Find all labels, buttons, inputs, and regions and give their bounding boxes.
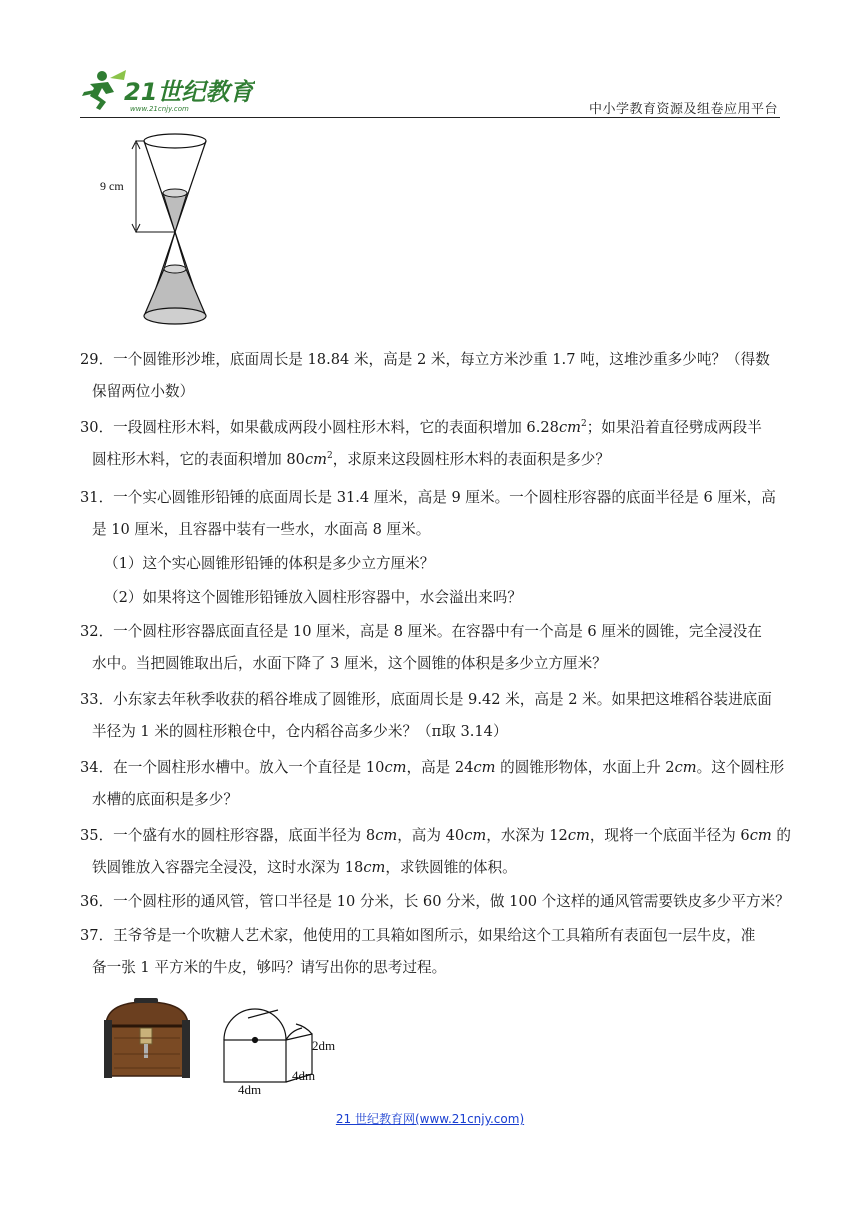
header-divider: [80, 117, 780, 118]
question-33: [80, 684, 780, 748]
brand-logo: [80, 66, 255, 114]
question-32: [80, 616, 780, 680]
question-31-part-1: （1）这个实心圆锥形铅锤的体积是多少立方厘米？: [104, 555, 435, 572]
logo-url: www.21cnjy.com: [130, 105, 189, 113]
box-height-label: 2dm: [312, 1038, 336, 1053]
height-label: 9 cm: [100, 179, 124, 193]
question-36-line-1: 36．一个圆柱形的通风管，管口半径是 10 分米，长 60 分米，做 100 个这样的通风管需要铁皮多少平方米？: [80, 893, 790, 910]
question-35: [80, 820, 791, 884]
double-cone-figure: [94, 128, 224, 336]
box-depth-label: 4dm: [292, 1068, 316, 1083]
question-29-line-1: 29．一个圆锥形沙堆，底面周长是 18.84 米，高是 2 米，每立方米沙重 1.7 吨，这堆沙重多少吨？（得数: [80, 351, 770, 368]
question-30-line-1: 30．一段圆柱形木料，如果截成两段小圆柱形木料，它的表面积增加 $6.28cm^2$；如果沿着直径劈成两段半: [80, 419, 762, 436]
logo-text: 21世纪教育: [124, 78, 254, 106]
question-33-line-2: 半径为 1 米的圆柱形粮仓中，仓内稻谷高多少米？（π取 3.14）: [92, 723, 508, 740]
question-37-line-1: 37．王爷爷是一个吹糖人艺术家，他使用的工具箱如图所示，如果给这个工具箱所有表面包一层牛皮，准: [80, 927, 756, 944]
page-header: [80, 66, 780, 118]
question-34-line-1: 34．在一个圆柱形水槽中。放入一个直径是 10cm，高是 24cm 的圆锥形物体，水面上升 2cm。这个圆柱形: [80, 759, 785, 776]
toolbox-figure: [100, 998, 360, 1094]
question-34: [80, 752, 785, 816]
question-29: [80, 344, 780, 408]
question-34-line-2: 水槽的底面积是多少？: [92, 791, 238, 808]
question-35-line-2: 铁圆锥放入容器完全浸没，这时水深为 18cm，求铁圆锥的体积。: [92, 859, 517, 876]
box-width-label: 4dm: [238, 1082, 262, 1094]
question-31-part-2: （2）如果将这个圆锥形铅锤放入圆柱形容器中，水会溢出来吗？: [104, 589, 522, 606]
question-37-line-2: 备一张 1 平方米的牛皮，够吗？请写出你的思考过程。: [92, 959, 447, 976]
question-31-line-1: 31．一个实心圆锥形铅锤的底面周长是 31.4 厘米，高是 9 厘米。一个圆柱形容器的底面半径是 6 厘米，高: [80, 489, 776, 506]
question-32-line-1: 32．一个圆柱形容器底面直径是 10 厘米，高是 8 厘米。在容器中有一个高是 6 厘米的圆锥，完全浸没在: [80, 623, 762, 640]
header-platform-name: 中小学教育资源及组卷应用平台: [588, 102, 778, 117]
question-31-line-2: 是 10 厘米，且容器中装有一些水，水面高 8 厘米。: [92, 521, 431, 538]
question-30-line-2: 圆柱形木料，它的表面积增加 $80cm^2$，求原来这段圆柱形木料的表面积是多少？: [92, 451, 610, 468]
question-35-line-1: 35．一个盛有水的圆柱形容器，底面半径为 8cm，高为 40cm，水深为 12cm，现将一个底面半径为 6cm 的: [80, 827, 791, 844]
question-29-line-2: 保留两位小数）: [92, 383, 195, 400]
question-30: [80, 412, 780, 476]
toolbox-photo: [104, 998, 190, 1078]
question-36: [80, 886, 790, 918]
question-37: [80, 920, 780, 984]
question-31: [80, 482, 780, 546]
question-32-line-2: 水中。当把圆锥取出后，水面下降了 3 厘米，这个圆锥的体积是多少立方厘米？: [92, 655, 607, 672]
footer-link[interactable]: 21 世纪教育网(www.21cnjy.com): [335, 1112, 525, 1126]
question-33-line-1: 33．小东家去年秋季收获的稻谷堆成了圆锥形，底面周长是 9.42 米，高是 2 米。如果把这堆稻谷装进底面: [80, 691, 772, 708]
